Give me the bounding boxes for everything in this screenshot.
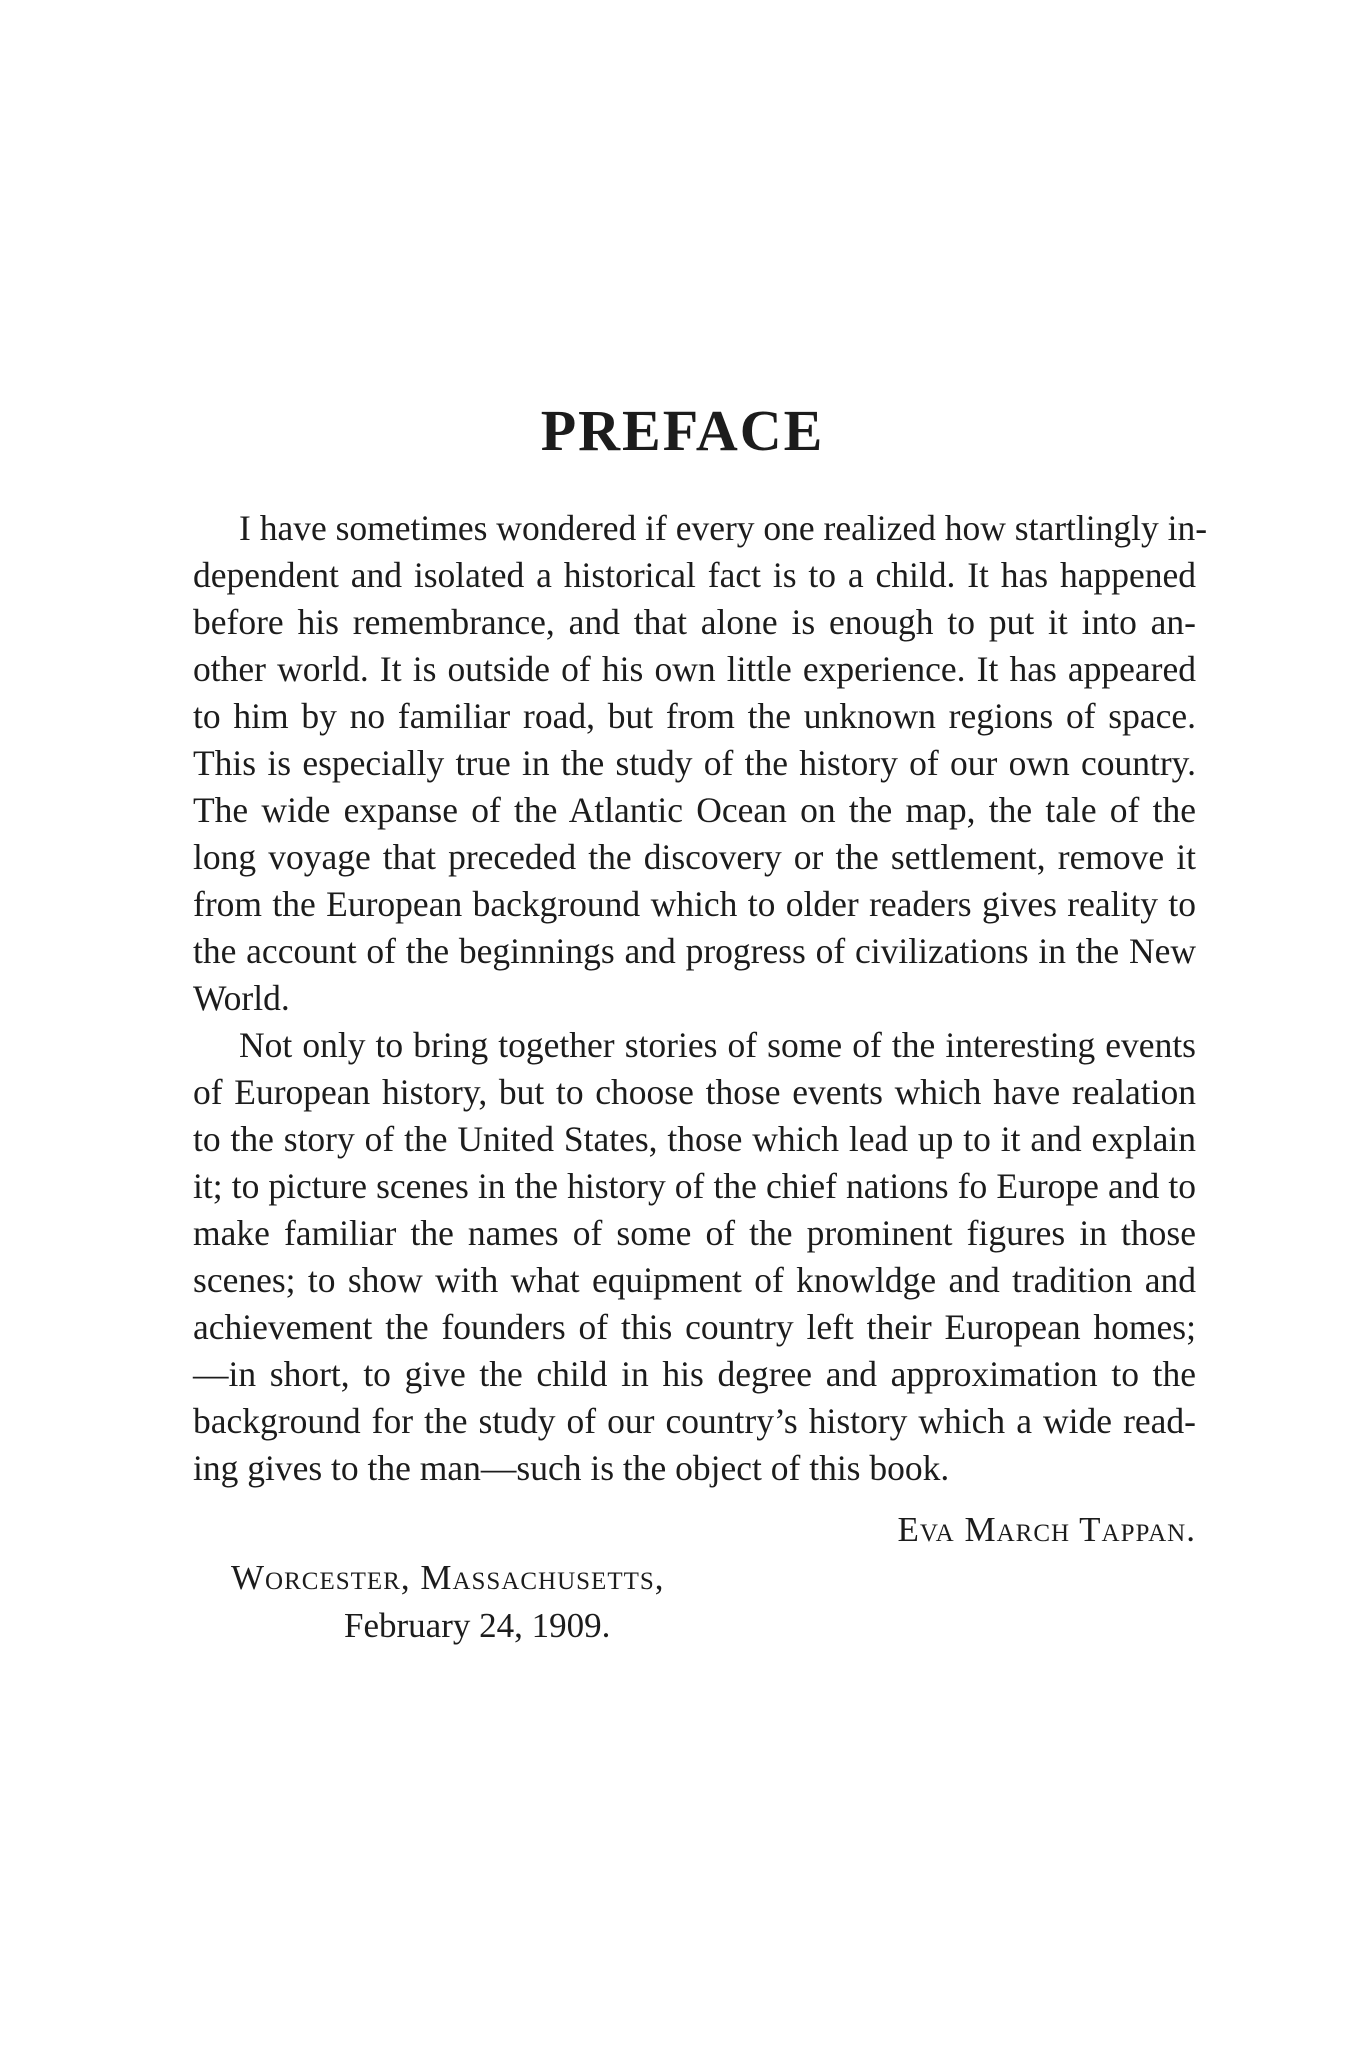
text-line: dependent and isolated a historical fact is to a child. It has happened: [193, 555, 1196, 595]
author-signature: Eva March Tappan.: [897, 1510, 1196, 1549]
text-line: This is especially true in the study of the history of our own country.: [193, 743, 1196, 783]
text-line: to him by no familiar road, but from the unknown regions of space.: [193, 696, 1196, 736]
date-line: February 24, 1909.: [344, 1606, 611, 1645]
text-line: ing gives to the man—such is the object of this book.: [193, 1448, 950, 1488]
text-line: I have sometimes wondered if every one realized how startlingly in-: [239, 508, 1208, 548]
text-line: The wide expanse of the Atlantic Ocean on the map, the tale of the: [193, 790, 1196, 830]
text-line: from the European background which to older readers gives reality to: [193, 884, 1196, 924]
text-line: before his remembrance, and that alone is enough to put it into an-: [193, 602, 1196, 642]
text-line: long voyage that preceded the discovery or the settlement, remove it: [193, 837, 1196, 877]
page-title: PREFACE: [540, 398, 825, 463]
text-line: make familiar the names of some of the prominent figures in those: [193, 1213, 1196, 1253]
text-line: World.: [193, 978, 290, 1018]
text-line: scenes; to show with what equipment of knowldge and tradition and: [193, 1260, 1196, 1300]
paragraph-2: [193, 1022, 1196, 1492]
text-line: the account of the beginnings and progress of civilizations in the New: [193, 931, 1196, 971]
place-line: Worcester, Massachusetts,: [231, 1558, 665, 1597]
text-line: Not only to bring together stories of some of the interesting events: [239, 1025, 1196, 1065]
text-line: of European history, but to choose those events which have realation: [193, 1072, 1196, 1112]
text-line: achievement the founders of this country left their European homes;: [193, 1307, 1196, 1347]
text-line: other world. It is outside of his own little experience. It has appeared: [193, 649, 1196, 689]
text-line: it; to picture scenes in the history of the chief nations fo Europe and to: [193, 1166, 1196, 1206]
text-line: background for the study of our country’s history which a wide read-: [193, 1401, 1196, 1441]
paragraph-1: [193, 505, 1208, 1022]
text-line: —in short, to give the child in his degree and approximation to the: [193, 1354, 1196, 1394]
text-line: to the story of the United States, those which lead up to it and explain: [193, 1119, 1196, 1159]
preface-body: [193, 505, 1208, 1492]
